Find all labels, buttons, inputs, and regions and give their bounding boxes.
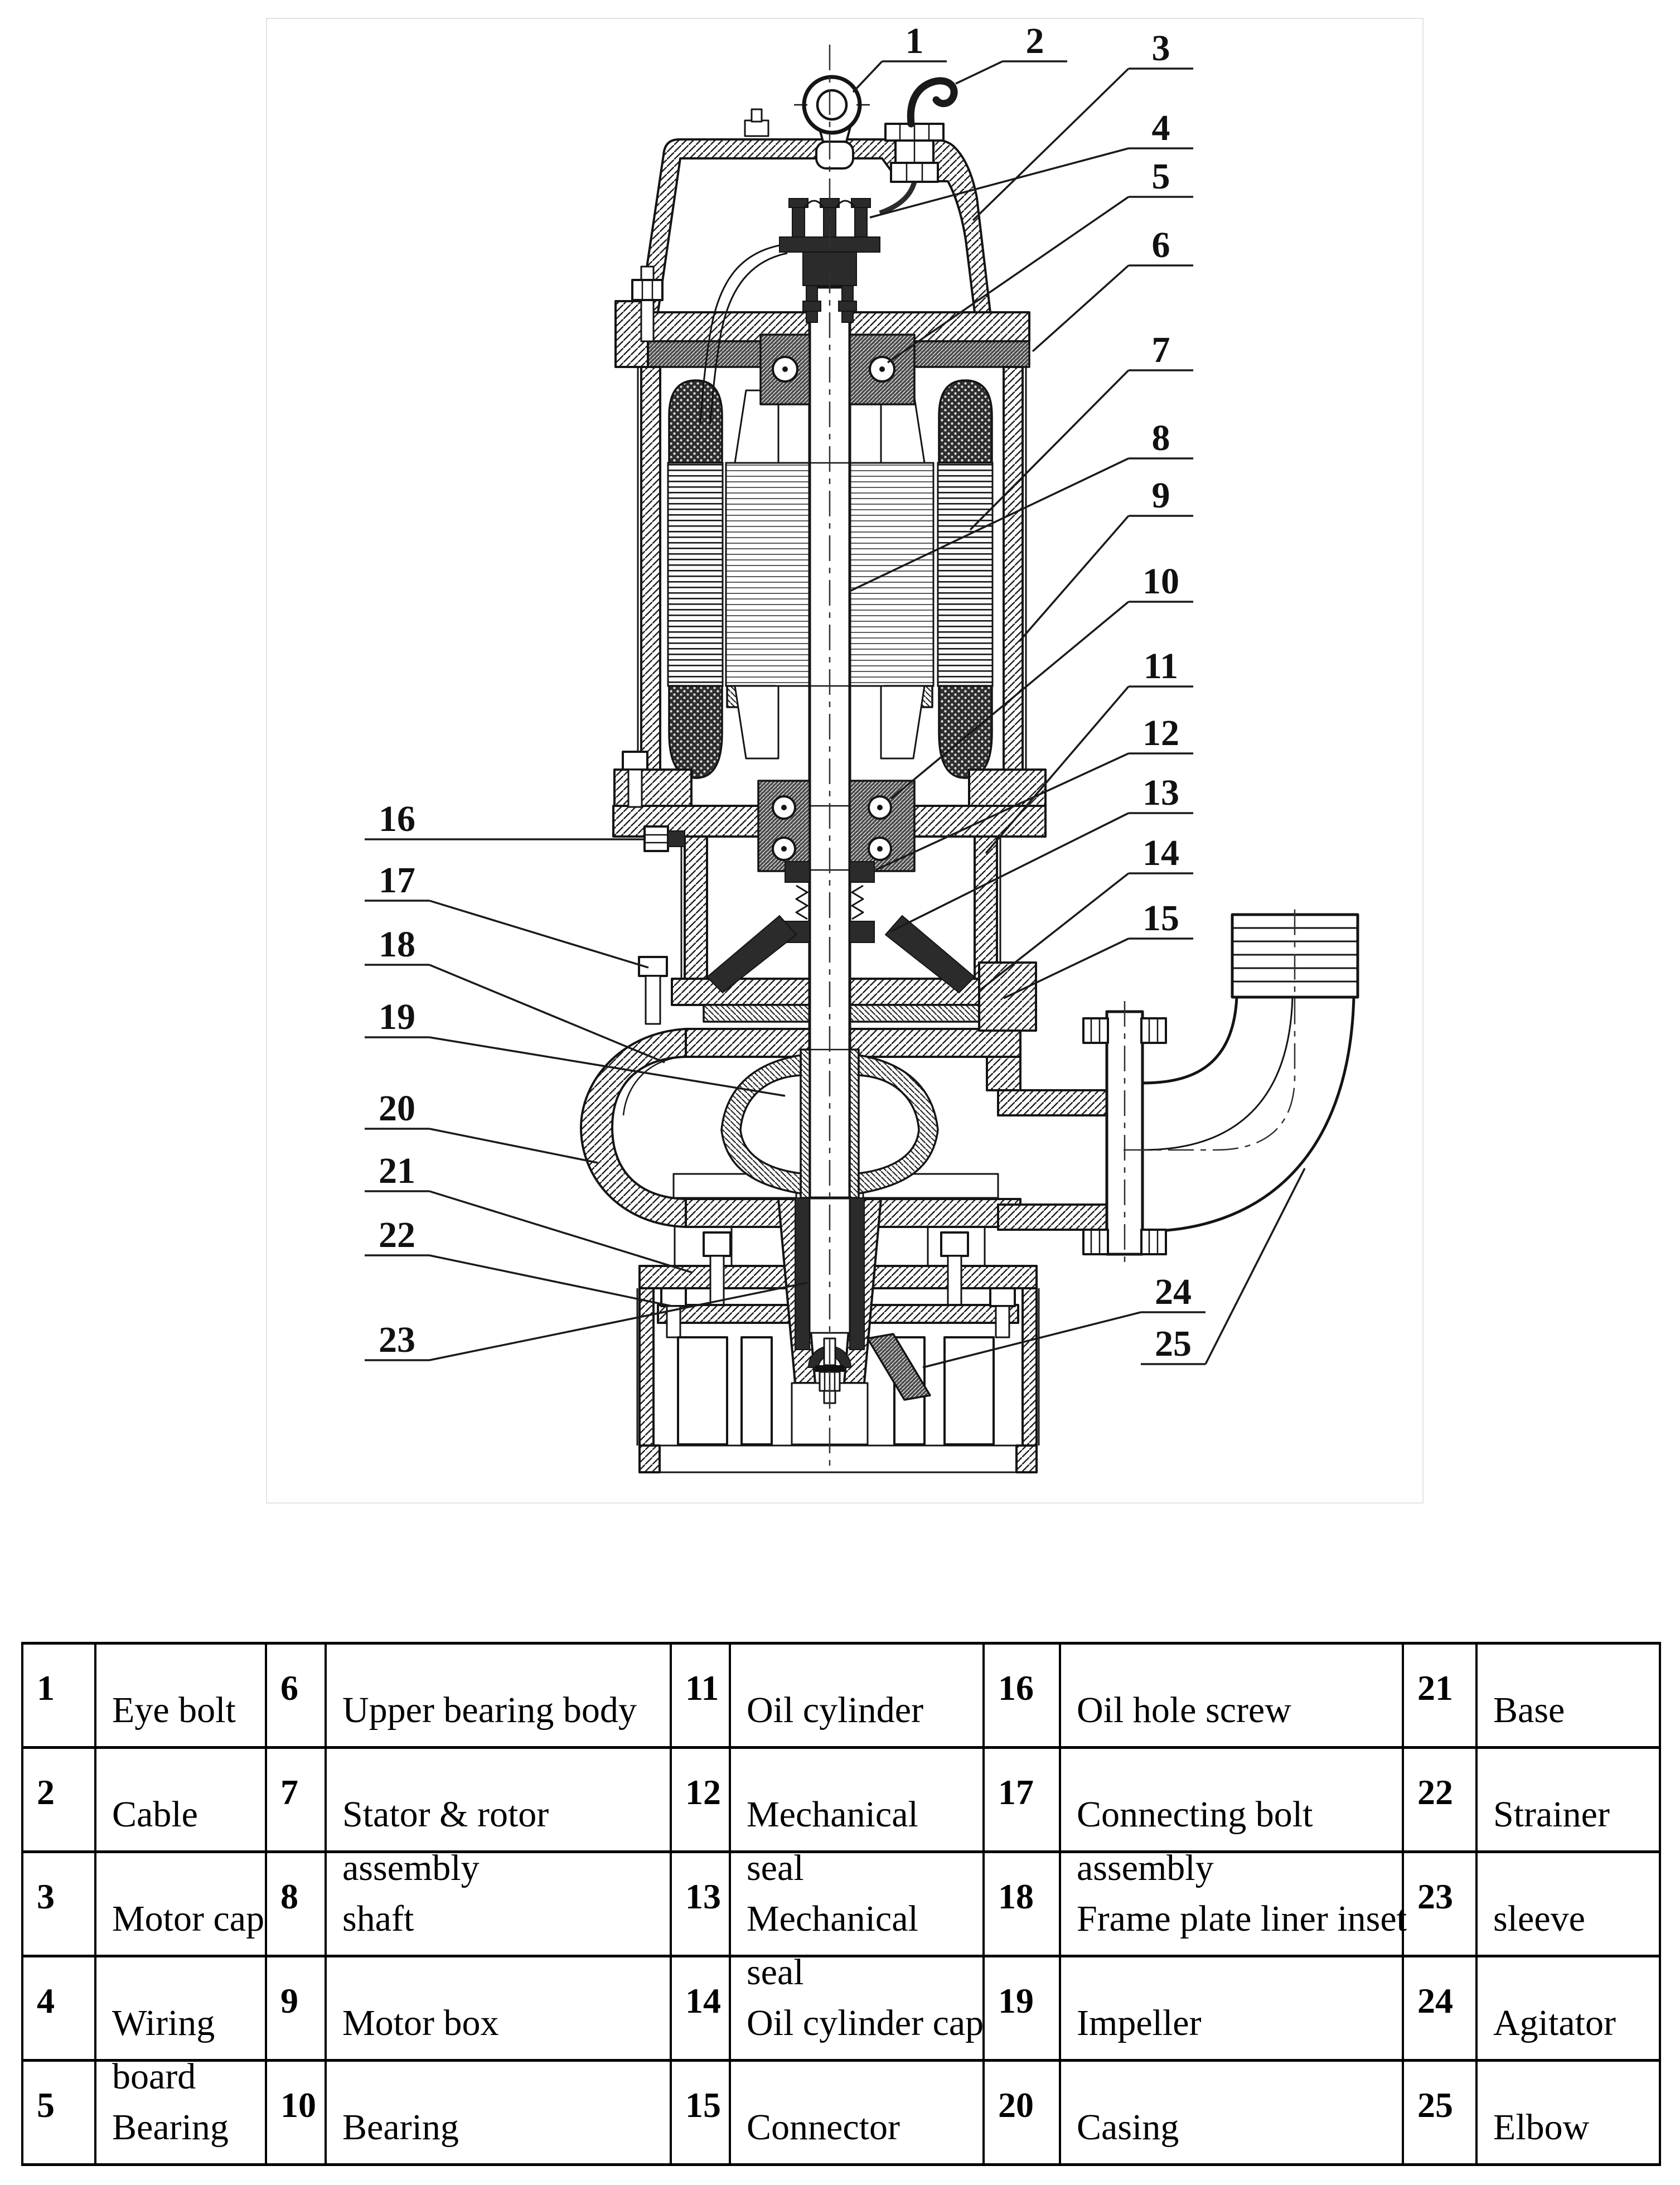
- part-name: Oil hole screw: [1077, 1690, 1291, 1730]
- part-number: 24: [1417, 1981, 1453, 2020]
- part-name-cell: [326, 1643, 671, 1748]
- part-number: 16: [998, 1668, 1034, 1708]
- part-number-cell: [266, 2061, 326, 2165]
- part-name: Motor box: [342, 2003, 499, 2043]
- part-name-cell: [1060, 1748, 1403, 1888]
- callout-number: 8: [1151, 418, 1170, 458]
- part-number-cell: [22, 1956, 95, 2061]
- part-number-cell: [1403, 2061, 1476, 2165]
- part-number: 23: [1417, 1877, 1453, 1916]
- part-name-cell: [326, 2061, 671, 2165]
- part-number-cell: [671, 2061, 730, 2165]
- part-number-cell: [22, 1748, 95, 1852]
- part-name-cell: [95, 1643, 266, 1748]
- part-name: Impeller: [1077, 2003, 1202, 2043]
- part-number: 11: [685, 1668, 719, 1708]
- part-number-cell: [266, 1852, 326, 1956]
- part-number-cell: [1403, 1643, 1476, 1748]
- part-number-cell: [1403, 1956, 1476, 2061]
- part-name-cell: [730, 1748, 984, 1888]
- part-name-line2: seal: [747, 1848, 804, 1888]
- part-number-cell: [984, 1956, 1060, 2061]
- callout-number: 5: [1151, 156, 1170, 197]
- part-number-cell: [22, 1643, 95, 1748]
- callout-number: 14: [1142, 833, 1179, 873]
- part-name: Base: [1493, 1690, 1565, 1730]
- part-number-cell: [22, 2061, 95, 2165]
- part-name: Eye bolt: [112, 1690, 236, 1730]
- part-name: Upper bearing body: [342, 1690, 637, 1730]
- part-name-cell: [326, 1748, 671, 1888]
- part-name: Motor cap: [112, 1898, 265, 1939]
- part-name: Connecting bolt assembly: [1061, 1749, 1402, 1895]
- part-name-cell: [1060, 1956, 1403, 2061]
- part-number: 10: [280, 2085, 316, 2125]
- part-name: Wiring board: [96, 1957, 265, 2104]
- part-number-cell: [266, 1748, 326, 1852]
- part-number: 19: [998, 1981, 1034, 2020]
- part-name-cell: [95, 1956, 266, 2097]
- callout-number: 12: [1142, 713, 1179, 753]
- callout-number: 19: [379, 997, 415, 1037]
- part-number: 2: [37, 1772, 55, 1812]
- callout-number: 21: [379, 1150, 415, 1191]
- callout-number: 4: [1151, 108, 1170, 148]
- part-number: 12: [685, 1772, 721, 1812]
- part-number: 4: [37, 1981, 55, 2020]
- part-number: 13: [685, 1877, 721, 1916]
- callout-number: 25: [1155, 1323, 1192, 1364]
- callout-number: 13: [1142, 772, 1179, 813]
- part-name: sleeve: [1493, 1898, 1585, 1939]
- callout-number: 2: [1025, 21, 1044, 61]
- callout-number: 15: [1142, 898, 1179, 939]
- part-number: 7: [280, 1772, 298, 1812]
- part-number-cell: [671, 1748, 730, 1852]
- part-name: shaft: [342, 1898, 414, 1939]
- part-name: Agitator: [1493, 2003, 1616, 2043]
- part-number-cell: [984, 1748, 1060, 1852]
- part-number-cell: [984, 1852, 1060, 1956]
- part-number-cell: [984, 1643, 1060, 1748]
- table-row: [22, 1748, 1660, 1852]
- part-name: Strainer: [1493, 1794, 1610, 1835]
- part-name-cell: [95, 1748, 266, 1852]
- part-name-line2: assembly: [342, 1848, 480, 1888]
- callout-number: 3: [1151, 28, 1170, 69]
- part-name-cell: [326, 1956, 671, 2061]
- callout-number: 7: [1151, 330, 1170, 370]
- part-number-cell: [266, 1956, 326, 2061]
- part-number: 17: [998, 1772, 1034, 1812]
- callout-number: 11: [1143, 646, 1179, 687]
- table-row: [22, 1852, 1660, 1956]
- part-number-cell: [671, 1852, 730, 1956]
- part-name: Mechanical seal: [731, 1749, 982, 1895]
- part-number-cell: [22, 1852, 95, 1956]
- part-number-cell: [671, 1643, 730, 1748]
- part-name-line2: board: [112, 2056, 196, 2097]
- part-name-cell: [1476, 1852, 1660, 1956]
- part-name-line2: assembly: [1077, 1848, 1214, 1888]
- part-name: Stator & rotor assembly: [327, 1749, 670, 1895]
- part-name-cell: [1476, 1643, 1660, 1748]
- part-name-cell: [95, 1852, 266, 1956]
- part-number: 1: [37, 1668, 55, 1708]
- callout-number: 1: [905, 21, 924, 61]
- part-number-cell: [984, 2061, 1060, 2165]
- part-name: Elbow: [1493, 2107, 1590, 2148]
- part-name: Bearing: [112, 2107, 229, 2148]
- parts-table: [21, 1642, 1661, 2166]
- table-row: [22, 1643, 1660, 1748]
- callout-number: 16: [379, 799, 415, 839]
- part-number: 9: [280, 1981, 298, 2020]
- part-name: Bearing: [342, 2107, 459, 2148]
- part-name-cell: [730, 1643, 984, 1748]
- part-name-cell: [1060, 2061, 1403, 2165]
- part-number-cell: [266, 1643, 326, 1748]
- part-number: 18: [998, 1877, 1034, 1916]
- part-number-cell: [671, 1956, 730, 2061]
- part-number: 22: [1417, 1772, 1453, 1812]
- callout-number: 23: [379, 1319, 415, 1360]
- callout-number: 24: [1155, 1272, 1192, 1312]
- part-number: 21: [1417, 1668, 1453, 1708]
- part-number: 14: [685, 1981, 721, 2020]
- callout-number: 9: [1151, 475, 1170, 516]
- part-name: Casing: [1077, 2107, 1179, 2148]
- part-number: 25: [1417, 2085, 1453, 2125]
- part-name-cell: [1476, 1956, 1660, 2061]
- part-number: 20: [998, 2085, 1034, 2125]
- part-name: Frame plate liner inset: [1077, 1898, 1407, 1939]
- part-name-cell: [1476, 1748, 1660, 1852]
- part-name-cell: [1476, 2061, 1660, 2165]
- part-name: Oil cylinder: [747, 1690, 924, 1730]
- part-name-line2: seal: [747, 1952, 804, 1993]
- callout-number: 10: [1142, 561, 1179, 602]
- part-name: Mechanical seal: [731, 1853, 982, 1999]
- callout-number: 17: [379, 860, 415, 901]
- table-row: [22, 2061, 1660, 2165]
- callout-number: 6: [1151, 225, 1170, 265]
- part-number-cell: [1403, 1852, 1476, 1956]
- callout-number: 22: [379, 1215, 415, 1255]
- part-name: Connector: [747, 2107, 900, 2148]
- part-number: 5: [37, 2085, 55, 2125]
- callout-number: 20: [379, 1088, 415, 1129]
- part-number: 8: [280, 1877, 298, 1916]
- part-number: 6: [280, 1668, 298, 1708]
- part-number: 3: [37, 1877, 55, 1916]
- callout-number: 18: [379, 924, 415, 965]
- part-name-cell: [1060, 1643, 1403, 1748]
- part-name: Oil cylinder cap: [747, 2003, 984, 2043]
- part-name-cell: [730, 2061, 984, 2165]
- part-name: Cable: [112, 1794, 198, 1835]
- part-number-cell: [1403, 1748, 1476, 1852]
- table-row: [22, 1956, 1660, 2061]
- part-number: 15: [685, 2085, 721, 2125]
